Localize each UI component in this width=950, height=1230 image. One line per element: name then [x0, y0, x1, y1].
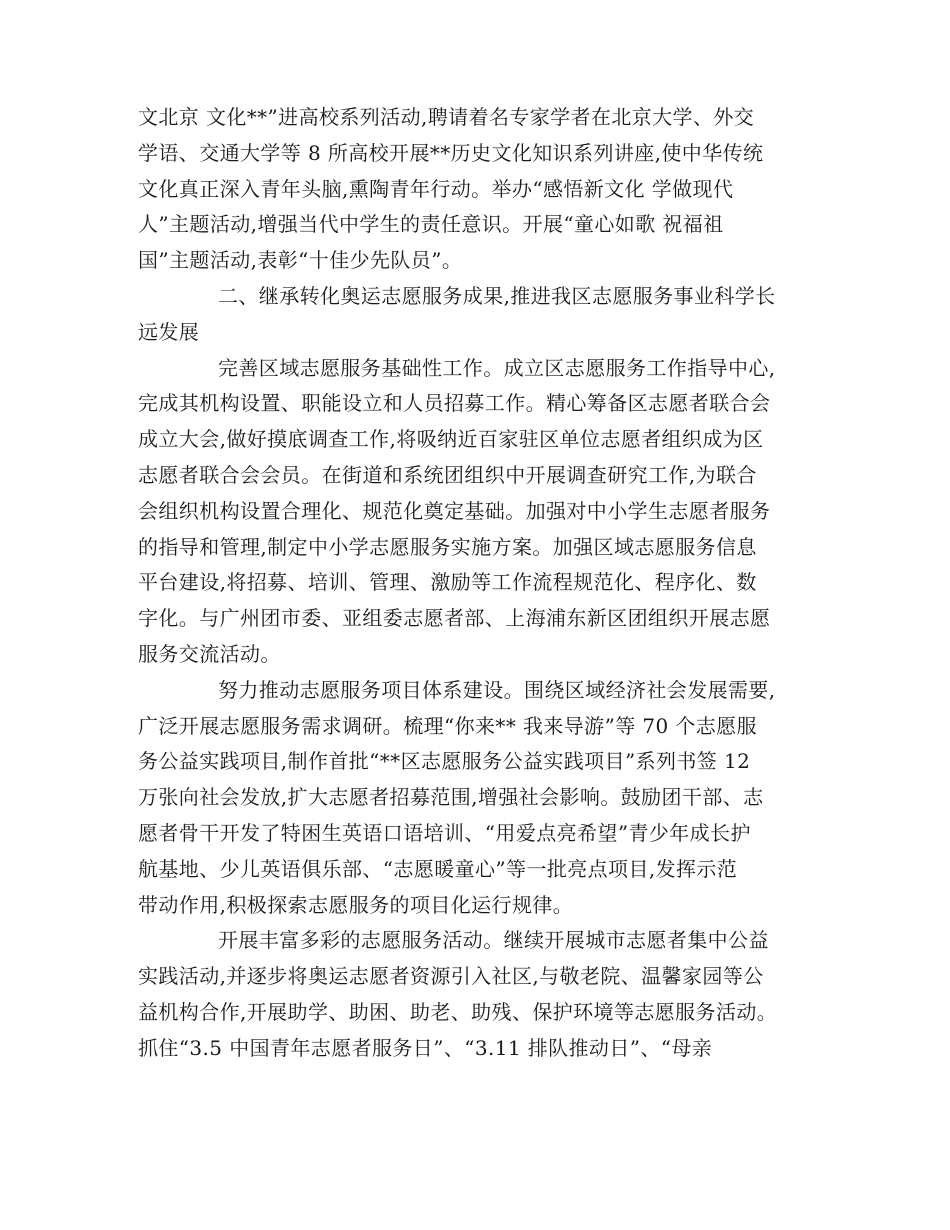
text-line: 会组织机构设置合理化、规范化奠定基础。加强对中小学生志愿者服务 [138, 498, 771, 523]
text-line: 实践活动,并逐步将奥运志愿者资源引入社区,与敬老院、温馨家园等公 [138, 964, 764, 989]
document-page [138, 100, 813, 1067]
text-line: 字化。与广州团市委、亚组委志愿者部、上海浦东新区团组织开展志愿 [138, 606, 771, 631]
section-heading: 二、继承转化奥运志愿服务成果,推进我区志愿服务事业科学长 [218, 283, 776, 308]
text-line: 带动作用,积极探索志愿服务的项目化运行规律。 [138, 892, 574, 917]
text-line: 国”主题活动,表彰“十佳少先队员”。 [138, 248, 463, 273]
text-line: 益机构合作,开展助学、助困、助老、助残、保护环境等志愿服务活动。 [138, 999, 778, 1024]
text-line: 广泛开展志愿服务需求调研。梳理“你来** 我来导游”等 70 个志愿服 [138, 713, 757, 738]
text-line: 志愿者联合会会员。在街道和系统团组织中开展调查研究工作,为联合 [138, 462, 757, 487]
text-line: 服务交流活动。 [138, 641, 281, 666]
paragraph-start: 完善区域志愿服务基础性工作。成立区志愿服务工作指导中心, [218, 355, 776, 380]
text-line: 抓住“3.5 中国青年志愿者服务日”、“3.11 排队推动日”、“母亲 [138, 1035, 713, 1060]
text-line: 学语、交通大学等 8 所高校开展**历史文化知识系列讲座,使中华传统 [138, 140, 764, 165]
text-line: 文北京 文化**”进高校系列活动,聘请着名专家学者在北京大学、外交 [138, 105, 755, 129]
text-line: 文化真正深入青年头脑,熏陶青年行动。举办“感悟新文化 学做现代 [138, 176, 734, 201]
text-line: 完成其机构设置、职能设立和人员招募工作。精心筹备区志愿者联合会 [138, 391, 771, 416]
text-line: 航基地、少儿英语俱乐部、“志愿暖童心”等一批亮点项目,发挥示范 [138, 856, 738, 881]
paragraph-start: 努力推动志愿服务项目体系建设。围绕区域经济社会发展需要, [218, 677, 776, 702]
paragraph-start: 开展丰富多彩的志愿服务活动。继续开展城市志愿者集中公益 [218, 928, 769, 953]
text-line: 万张向社会发放,扩大志愿者招募范围,增强社会影响。鼓励团干部、志 [138, 785, 764, 810]
section-heading-continued: 远发展 [138, 319, 200, 344]
text-line: 愿者骨干开发了特困生英语口语培训、“用爱点亮希望”青少年成长护 [138, 820, 751, 845]
text-line: 务公益实践项目,制作首批“**区志愿服务公益实践项目”系列书签 12 [138, 749, 751, 774]
text-line: 平台建设,将招募、培训、管理、激励等工作流程规范化、程序化、数 [138, 570, 757, 595]
text-line: 人”主题活动,增强当代中学生的责任意识。开展“童心如歌 祝福祖 [138, 212, 724, 237]
text-line: 成立大会,做好摸底调查工作,将吸纳近百家驻区单位志愿者组织成为区 [138, 427, 764, 452]
text-line: 的指导和管理,制定中小学志愿服务实施方案。加强区域志愿服务信息 [138, 534, 757, 559]
